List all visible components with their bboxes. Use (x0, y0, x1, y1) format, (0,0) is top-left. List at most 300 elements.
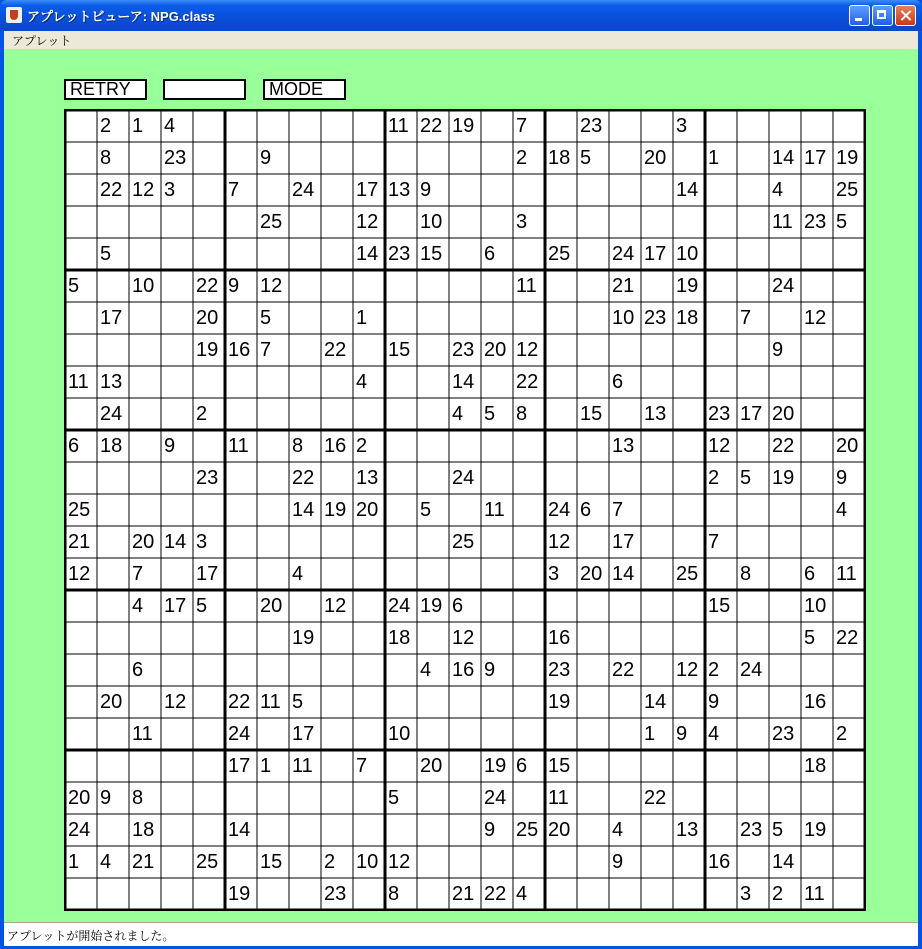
grid-cell[interactable]: 23 (708, 403, 731, 425)
grid-cell[interactable] (356, 398, 388, 430)
grid-cell[interactable]: 13 (100, 371, 123, 393)
grid-cell[interactable]: 11 (260, 691, 281, 713)
close-icon[interactable] (895, 5, 916, 26)
grid-cell[interactable]: 22 (772, 435, 795, 457)
grid-cell[interactable]: 1 (260, 755, 272, 777)
grid-cell[interactable] (196, 494, 228, 526)
grid-cell[interactable] (548, 110, 580, 142)
grid-cell[interactable] (100, 590, 132, 622)
grid-cell[interactable] (804, 174, 836, 206)
grid-cell[interactable] (324, 526, 356, 558)
grid-cell[interactable]: 10 (676, 243, 699, 265)
grid-cell[interactable] (484, 430, 516, 462)
grid-cell[interactable] (484, 270, 516, 302)
grid-cell[interactable] (452, 238, 484, 270)
grid-cell[interactable]: 9 (260, 147, 272, 169)
grid-cell[interactable]: 20 (356, 499, 379, 521)
grid-cell[interactable] (324, 270, 356, 302)
grid-cell[interactable] (260, 430, 292, 462)
grid-cell[interactable]: 4 (420, 659, 432, 681)
grid-cell[interactable]: 25 (68, 499, 91, 521)
grid-cell[interactable] (516, 558, 548, 590)
grid-cell[interactable]: 5 (260, 307, 272, 329)
grid-cell[interactable] (484, 558, 516, 590)
grid-cell[interactable]: 5 (772, 819, 784, 841)
grid-cell[interactable]: 24 (292, 179, 315, 201)
grid-cell[interactable] (452, 558, 484, 590)
grid-cell[interactable]: 2 (772, 883, 784, 905)
grid-cell[interactable] (388, 686, 420, 718)
grid-cell[interactable] (356, 590, 388, 622)
grid-cell[interactable] (452, 142, 484, 174)
grid-cell[interactable] (836, 238, 868, 270)
grid-cell[interactable] (260, 526, 292, 558)
grid-cell[interactable]: 16 (708, 851, 731, 873)
grid-cell[interactable] (420, 622, 452, 654)
grid-cell[interactable] (164, 814, 196, 846)
grid-cell[interactable] (356, 686, 388, 718)
grid-cell[interactable] (644, 174, 676, 206)
grid-cell[interactable] (644, 750, 676, 782)
grid-cell[interactable] (356, 558, 388, 590)
grid-cell[interactable] (516, 302, 548, 334)
grid-cell[interactable]: 25 (676, 563, 699, 585)
grid-cell[interactable] (324, 238, 356, 270)
grid-cell[interactable] (804, 110, 836, 142)
grid-cell[interactable] (196, 430, 228, 462)
grid-cell[interactable]: 19 (484, 755, 507, 777)
grid-cell[interactable]: 8 (740, 563, 752, 585)
grid-cell[interactable] (516, 590, 548, 622)
grid-cell[interactable]: 22 (196, 275, 219, 297)
grid-cell[interactable] (132, 430, 164, 462)
grid-cell[interactable]: 11 (804, 883, 825, 905)
grid-cell[interactable] (68, 462, 100, 494)
grid-cell[interactable] (100, 558, 132, 590)
grid-cell[interactable]: 12 (132, 179, 155, 201)
grid-cell[interactable] (548, 174, 580, 206)
grid-cell[interactable] (260, 238, 292, 270)
grid-cell[interactable]: 19 (196, 339, 219, 361)
grid-cell[interactable] (196, 622, 228, 654)
grid-cell[interactable]: 22 (484, 883, 507, 905)
grid-cell[interactable] (100, 206, 132, 238)
grid-cell[interactable] (420, 526, 452, 558)
grid-cell[interactable] (580, 366, 612, 398)
grid-cell[interactable]: 6 (804, 563, 816, 585)
grid-cell[interactable] (740, 526, 772, 558)
grid-cell[interactable]: 23 (644, 307, 667, 329)
grid-cell[interactable] (260, 494, 292, 526)
grid-cell[interactable] (260, 878, 292, 910)
grid-cell[interactable]: 12 (324, 595, 347, 617)
grid-cell[interactable]: 24 (548, 499, 571, 521)
grid-cell[interactable] (324, 782, 356, 814)
grid-cell[interactable]: 14 (228, 819, 251, 841)
grid-cell[interactable] (740, 238, 772, 270)
grid-cell[interactable] (612, 878, 644, 910)
grid-cell[interactable] (68, 590, 100, 622)
grid-cell[interactable] (708, 782, 740, 814)
grid-cell[interactable]: 24 (484, 787, 507, 809)
grid-cell[interactable] (68, 750, 100, 782)
grid-cell[interactable] (164, 750, 196, 782)
grid-cell[interactable] (708, 558, 740, 590)
grid-cell[interactable] (388, 526, 420, 558)
grid-cell[interactable] (836, 526, 868, 558)
grid-cell[interactable] (836, 398, 868, 430)
grid-cell[interactable] (804, 782, 836, 814)
grid-cell[interactable] (708, 110, 740, 142)
grid-cell[interactable] (740, 622, 772, 654)
grid-cell[interactable] (420, 366, 452, 398)
grid-cell[interactable]: 12 (68, 563, 91, 585)
grid-cell[interactable] (612, 750, 644, 782)
grid-cell[interactable]: 24 (772, 275, 795, 297)
grid-cell[interactable] (164, 398, 196, 430)
grid-cell[interactable]: 8 (132, 787, 144, 809)
grid-cell[interactable]: 7 (260, 339, 272, 361)
grid-cell[interactable]: 23 (772, 723, 795, 745)
grid-cell[interactable]: 10 (420, 211, 443, 233)
grid-cell[interactable] (516, 654, 548, 686)
grid-cell[interactable]: 19 (772, 467, 795, 489)
grid-cell[interactable] (740, 686, 772, 718)
grid-cell[interactable]: 16 (452, 659, 475, 681)
grid-cell[interactable] (772, 526, 804, 558)
grid-cell[interactable] (548, 718, 580, 750)
grid-cell[interactable] (772, 622, 804, 654)
grid-cell[interactable] (708, 238, 740, 270)
title-bar[interactable] (0, 0, 922, 31)
grid-cell[interactable]: 15 (420, 243, 443, 265)
grid-cell[interactable]: 20 (548, 819, 571, 841)
grid-cell[interactable]: 12 (804, 307, 827, 329)
grid-cell[interactable] (292, 110, 324, 142)
grid-cell[interactable] (388, 430, 420, 462)
grid-cell[interactable] (132, 142, 164, 174)
grid-cell[interactable] (804, 270, 836, 302)
grid-cell[interactable] (580, 686, 612, 718)
grid-cell[interactable] (484, 622, 516, 654)
grid-cell[interactable]: 5 (100, 243, 112, 265)
grid-cell[interactable]: 1 (356, 307, 368, 329)
grid-cell[interactable] (452, 302, 484, 334)
grid-cell[interactable] (68, 686, 100, 718)
grid-cell[interactable] (676, 590, 708, 622)
grid-cell[interactable] (324, 366, 356, 398)
grid-cell[interactable] (804, 654, 836, 686)
grid-cell[interactable]: 5 (804, 627, 816, 649)
grid-cell[interactable] (324, 398, 356, 430)
grid-cell[interactable]: 19 (676, 275, 699, 297)
grid-cell[interactable] (548, 334, 580, 366)
grid-cell[interactable] (484, 846, 516, 878)
grid-cell[interactable] (804, 494, 836, 526)
grid-cell[interactable] (580, 430, 612, 462)
grid-cell[interactable]: 9 (484, 659, 496, 681)
grid-cell[interactable]: 17 (196, 563, 219, 585)
grid-cell[interactable] (548, 590, 580, 622)
grid-cell[interactable]: 9 (164, 435, 176, 457)
grid-cell[interactable] (420, 718, 452, 750)
grid-cell[interactable] (676, 622, 708, 654)
grid-cell[interactable] (580, 206, 612, 238)
grid-cell[interactable]: 6 (68, 435, 80, 457)
grid-cell[interactable]: 21 (132, 851, 155, 873)
grid-cell[interactable] (292, 366, 324, 398)
grid-cell[interactable] (836, 814, 868, 846)
grid-cell[interactable]: 11 (68, 371, 89, 393)
grid-cell[interactable]: 5 (388, 787, 400, 809)
grid-cell[interactable] (196, 814, 228, 846)
grid-cell[interactable] (452, 174, 484, 206)
grid-cell[interactable] (580, 174, 612, 206)
grid-cell[interactable] (516, 686, 548, 718)
grid-cell[interactable] (644, 814, 676, 846)
grid-cell[interactable] (452, 686, 484, 718)
grid-cell[interactable] (324, 686, 356, 718)
grid-cell[interactable] (324, 462, 356, 494)
grid-cell[interactable]: 19 (228, 883, 251, 905)
grid-cell[interactable] (356, 270, 388, 302)
grid-cell[interactable] (324, 622, 356, 654)
grid-cell[interactable] (292, 398, 324, 430)
grid-cell[interactable]: 8 (292, 435, 304, 457)
grid-cell[interactable]: 20 (68, 787, 91, 809)
grid-cell[interactable] (548, 846, 580, 878)
grid-cell[interactable] (388, 814, 420, 846)
grid-cell[interactable]: 12 (676, 659, 699, 681)
grid-cell[interactable]: 4 (452, 403, 464, 425)
grid-cell[interactable] (644, 206, 676, 238)
grid-cell[interactable] (132, 622, 164, 654)
grid-cell[interactable]: 23 (196, 467, 219, 489)
grid-cell[interactable] (164, 206, 196, 238)
grid-cell[interactable] (356, 782, 388, 814)
grid-cell[interactable]: 15 (388, 339, 411, 361)
grid-cell[interactable]: 19 (548, 691, 571, 713)
grid-cell[interactable] (516, 526, 548, 558)
grid-cell[interactable]: 15 (708, 595, 731, 617)
grid-cell[interactable]: 4 (612, 819, 624, 841)
grid-cell[interactable] (644, 590, 676, 622)
grid-cell[interactable] (804, 526, 836, 558)
grid-cell[interactable]: 15 (580, 403, 603, 425)
grid-cell[interactable] (228, 206, 260, 238)
grid-cell[interactable] (484, 174, 516, 206)
grid-cell[interactable]: 9 (420, 179, 432, 201)
grid-cell[interactable]: 19 (324, 499, 347, 521)
grid-cell[interactable]: 4 (164, 115, 176, 137)
grid-cell[interactable] (196, 686, 228, 718)
grid-cell[interactable] (132, 206, 164, 238)
grid-cell[interactable]: 13 (356, 467, 379, 489)
grid-cell[interactable] (804, 238, 836, 270)
grid-cell[interactable] (68, 878, 100, 910)
grid-cell[interactable] (356, 654, 388, 686)
grid-cell[interactable] (164, 622, 196, 654)
grid-cell[interactable] (356, 718, 388, 750)
grid-cell[interactable]: 17 (740, 403, 763, 425)
grid-cell[interactable]: 21 (612, 275, 635, 297)
grid-cell[interactable] (292, 654, 324, 686)
grid-cell[interactable]: 12 (452, 627, 475, 649)
grid-cell[interactable] (580, 334, 612, 366)
grid-cell[interactable] (100, 462, 132, 494)
grid-cell[interactable]: 9 (772, 339, 784, 361)
grid-cell[interactable] (836, 654, 868, 686)
grid-cell[interactable] (196, 654, 228, 686)
grid-cell[interactable] (740, 494, 772, 526)
grid-cell[interactable]: 23 (324, 883, 347, 905)
grid-cell[interactable] (228, 110, 260, 142)
grid-cell[interactable] (676, 494, 708, 526)
grid-cell[interactable] (644, 526, 676, 558)
grid-cell[interactable] (420, 462, 452, 494)
grid-cell[interactable] (388, 398, 420, 430)
grid-cell[interactable] (836, 302, 868, 334)
grid-cell[interactable] (420, 430, 452, 462)
grid-cell[interactable]: 15 (260, 851, 283, 873)
grid-cell[interactable] (676, 526, 708, 558)
grid-cell[interactable] (164, 494, 196, 526)
grid-cell[interactable] (644, 366, 676, 398)
grid-cell[interactable] (100, 718, 132, 750)
grid-cell[interactable]: 20 (484, 339, 507, 361)
grid-cell[interactable]: 14 (452, 371, 475, 393)
grid-cell[interactable] (356, 622, 388, 654)
grid-cell[interactable]: 25 (836, 179, 859, 201)
grid-cell[interactable] (580, 782, 612, 814)
grid-cell[interactable] (100, 750, 132, 782)
grid-cell[interactable] (836, 782, 868, 814)
grid-cell[interactable]: 1 (708, 147, 720, 169)
grid-cell[interactable] (740, 590, 772, 622)
grid-cell[interactable] (740, 846, 772, 878)
grid-cell[interactable] (612, 142, 644, 174)
grid-cell[interactable] (708, 334, 740, 366)
grid-cell[interactable]: 12 (516, 339, 539, 361)
grid-cell[interactable]: 12 (708, 435, 731, 457)
grid-cell[interactable] (388, 270, 420, 302)
grid-cell[interactable]: 7 (708, 531, 720, 553)
grid-cell[interactable] (708, 366, 740, 398)
grid-cell[interactable]: 24 (740, 659, 763, 681)
grid-cell[interactable] (612, 686, 644, 718)
grid-cell[interactable] (228, 494, 260, 526)
grid-cell[interactable] (420, 270, 452, 302)
grid-cell[interactable]: 4 (708, 723, 720, 745)
grid-cell[interactable]: 12 (356, 211, 379, 233)
grid-cell[interactable] (580, 622, 612, 654)
grid-cell[interactable] (260, 366, 292, 398)
grid-cell[interactable]: 24 (388, 595, 411, 617)
grid-cell[interactable] (260, 782, 292, 814)
grid-cell[interactable] (484, 462, 516, 494)
grid-cell[interactable] (484, 206, 516, 238)
grid-cell[interactable]: 16 (324, 435, 347, 457)
grid-cell[interactable]: 4 (292, 563, 304, 585)
grid-cell[interactable] (388, 494, 420, 526)
grid-cell[interactable] (548, 366, 580, 398)
grid-cell[interactable] (708, 302, 740, 334)
grid-cell[interactable] (836, 366, 868, 398)
grid-cell[interactable]: 19 (292, 627, 315, 649)
grid-cell[interactable]: 5 (196, 595, 208, 617)
grid-cell[interactable]: 3 (676, 115, 688, 137)
grid-cell[interactable]: 22 (612, 659, 635, 681)
grid-cell[interactable]: 14 (772, 147, 795, 169)
grid-cell[interactable] (772, 366, 804, 398)
grid-cell[interactable] (484, 142, 516, 174)
grid-cell[interactable]: 23 (740, 819, 763, 841)
grid-cell[interactable] (228, 782, 260, 814)
grid-cell[interactable] (388, 558, 420, 590)
grid-cell[interactable]: 7 (516, 115, 528, 137)
grid-cell[interactable]: 20 (836, 435, 859, 457)
grid-cell[interactable] (836, 590, 868, 622)
grid-cell[interactable] (164, 238, 196, 270)
grid-cell[interactable] (68, 622, 100, 654)
grid-cell[interactable] (324, 750, 356, 782)
grid-cell[interactable] (644, 494, 676, 526)
grid-cell[interactable]: 17 (644, 243, 667, 265)
grid-cell[interactable] (324, 654, 356, 686)
grid-cell[interactable] (580, 814, 612, 846)
grid-cell[interactable] (292, 782, 324, 814)
grid-cell[interactable] (548, 270, 580, 302)
grid-cell[interactable]: 23 (548, 659, 571, 681)
grid-cell[interactable] (644, 558, 676, 590)
grid-cell[interactable] (452, 206, 484, 238)
grid-cell[interactable] (836, 334, 868, 366)
grid-cell[interactable] (228, 366, 260, 398)
grid-cell[interactable]: 5 (740, 467, 752, 489)
grid-cell[interactable] (708, 494, 740, 526)
mode-button[interactable]: MODE (263, 79, 346, 100)
grid-cell[interactable]: 6 (612, 371, 624, 393)
grid-cell[interactable] (292, 206, 324, 238)
grid-cell[interactable] (452, 494, 484, 526)
grid-cell[interactable] (772, 302, 804, 334)
grid-cell[interactable] (612, 174, 644, 206)
grid-cell[interactable] (260, 718, 292, 750)
grid-cell[interactable] (580, 462, 612, 494)
grid-cell[interactable]: 2 (708, 659, 720, 681)
grid-cell[interactable]: 25 (548, 243, 571, 265)
grid-cell[interactable]: 23 (388, 243, 411, 265)
grid-cell[interactable]: 18 (132, 819, 155, 841)
grid-cell[interactable] (836, 110, 868, 142)
grid-cell[interactable] (772, 110, 804, 142)
grid-cell[interactable] (388, 206, 420, 238)
grid-cell[interactable] (612, 462, 644, 494)
grid-cell[interactable] (548, 206, 580, 238)
grid-cell[interactable] (420, 686, 452, 718)
grid-cell[interactable] (580, 238, 612, 270)
grid-cell[interactable]: 25 (516, 819, 539, 841)
grid-cell[interactable] (260, 558, 292, 590)
grid-cell[interactable]: 2 (100, 115, 112, 137)
grid-cell[interactable]: 22 (644, 787, 667, 809)
grid-cell[interactable] (228, 302, 260, 334)
grid-cell[interactable] (292, 526, 324, 558)
grid-cell[interactable]: 12 (164, 691, 187, 713)
grid-cell[interactable]: 6 (516, 755, 528, 777)
grid-cell[interactable] (580, 270, 612, 302)
grid-cell[interactable] (420, 334, 452, 366)
